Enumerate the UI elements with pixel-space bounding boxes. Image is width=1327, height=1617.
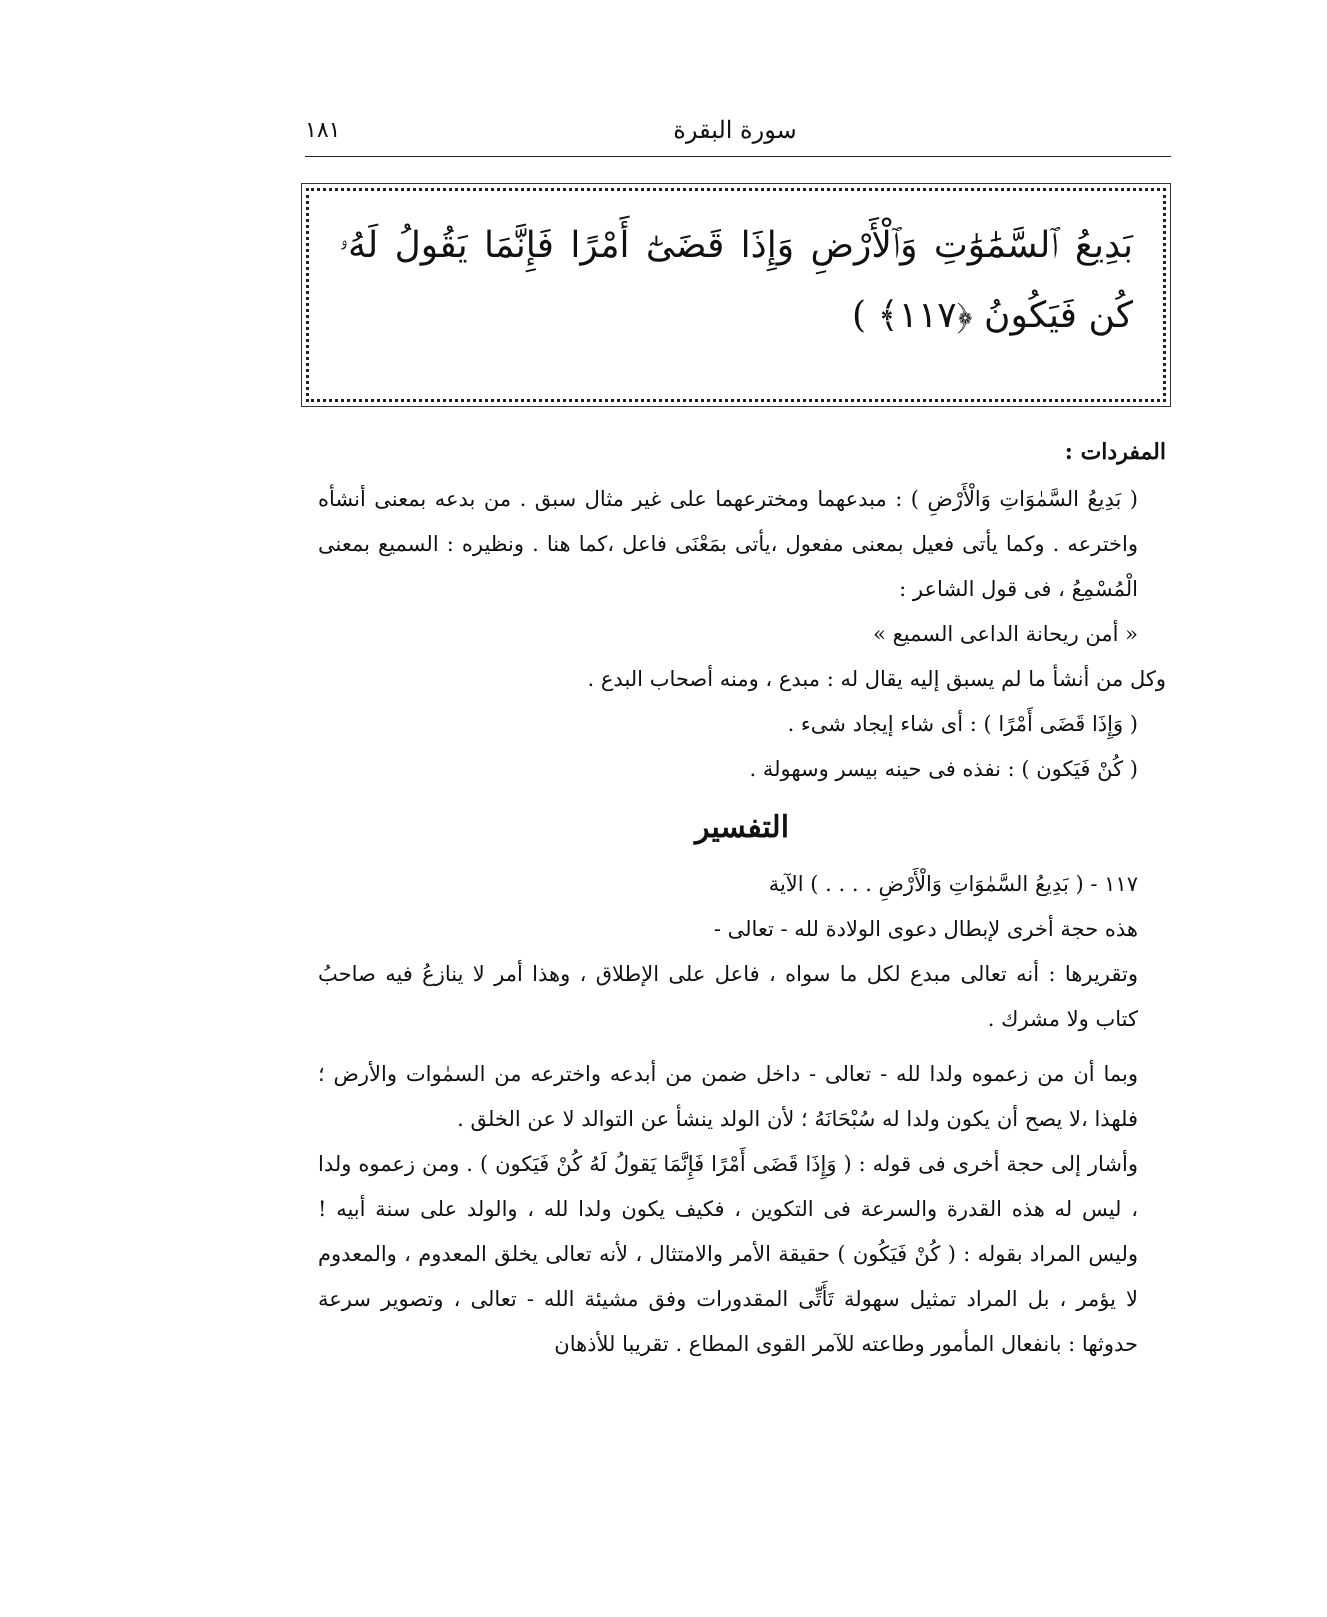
lexicon-paragraph: ( كُنْ فَيَكون ) : نفذه فى حينه بيسر وسهولة . — [749, 757, 1138, 781]
tafsir-paragraph: وتقريرها : أنه تعالى مبدع لكل ما سواه ، فاعل على الإطلاق ، وهذا أمر لا ينازعُ فيه صاحبُ كتاب ولا مشرك . — [318, 962, 1138, 1031]
header-rule — [305, 156, 1171, 157]
tafsir-paragraph: وبما أن من زعموه ولدا لله - تعالى - داخل ضمن من أبدعه واخترعه من السمٰوات والأرض ؛ فلهذا ،لا يصح أن يكون ولدا له سُبْحَانَهُ ؛ لأن الولد ينشأ عن التوالد لا عن الخلق . — [318, 1062, 1138, 1131]
tafsir-verse-reference: ١١٧ - ( بَدِيعُ السَّمٰوَاتِ وَالْأَرْضِ . . . . ) الآية — [768, 872, 1138, 896]
lexicon-paragraph: وكل من أنشأ ما لم يسبق إليه يقال له : مبدع ، ومنه أصحاب البدع . — [587, 667, 1166, 691]
running-header — [305, 112, 1165, 152]
surah-title: سورة البقرة — [673, 116, 797, 144]
lexicon-heading: المفردات : — [1064, 439, 1166, 465]
page-body — [318, 430, 1166, 1367]
poetry-quote: « أمن ريحانة الداعى السميع » — [873, 622, 1138, 646]
page-number: ١٨١ — [305, 118, 341, 143]
quran-verse-text: بَدِيعُ ٱلسَّمَٰوَٰتِ وَٱلْأَرْضِ وَإِذَا قَضَىٰٓ أَمْرًا فَإِنَّمَا يَقُولُ لَهُۥ كُن فَيَكُونُ ﴿١١٧﴾ ) — [339, 225, 1133, 336]
tafsir-heading: التفسير — [694, 810, 790, 845]
lexicon-paragraph: ( وَإِذَا قَضَى أَمْرًا ) : أى شاء إيجاد شىء . — [787, 712, 1138, 736]
tafsir-intro: هذه حجة أخرى لإبطال دعوى الولادة لله - تعالى - — [713, 917, 1138, 941]
lexicon-paragraph: ( بَدِيعُ السَّمٰوَاتِ وَالْأَرْضِ ) : مبدعهما ومخترعهما على غير مثال سبق . من بدعه بمعنى أنشأه واخترعه . وكما يأتى فعيل بمعنى مفعول ،يأتى بمَعْنَى فاعل ،كما هنا . ونظيره : السميع بمعنى الْمُسْمِعُ ، فى قول الشاعر : — [318, 487, 1138, 601]
quran-verse-frame — [306, 188, 1166, 402]
tafsir-paragraph: وأشار إلى حجة أخرى فى قوله : ( وَإِذَا قَضَى أَمْرًا فَإِنَّمَا يَقولُ لَهُ كُنْ فَيَكون ) . ومن زعموه ولدا ، ليس له هذه القدرة والسرعة فى التكوين ، فكيف يكون ولدا لله ، والولد على سنة أبيه ! وليس المراد بقوله : ( كُنْ فَيَكُون ) حقيقة الأمر والامتثال ، لأنه تعالى يخلق المعدوم ، والمعدوم لا يؤمر ، بل المراد تمثيل سهولة تَأَتِّى المقدورات وفق مشيئة الله - تعالى ، وتصوير سرعة حدوثها : بانفعال المأمور وطاعته للآمر القوى المطاع . تقريبا للأذهان — [318, 1152, 1138, 1356]
